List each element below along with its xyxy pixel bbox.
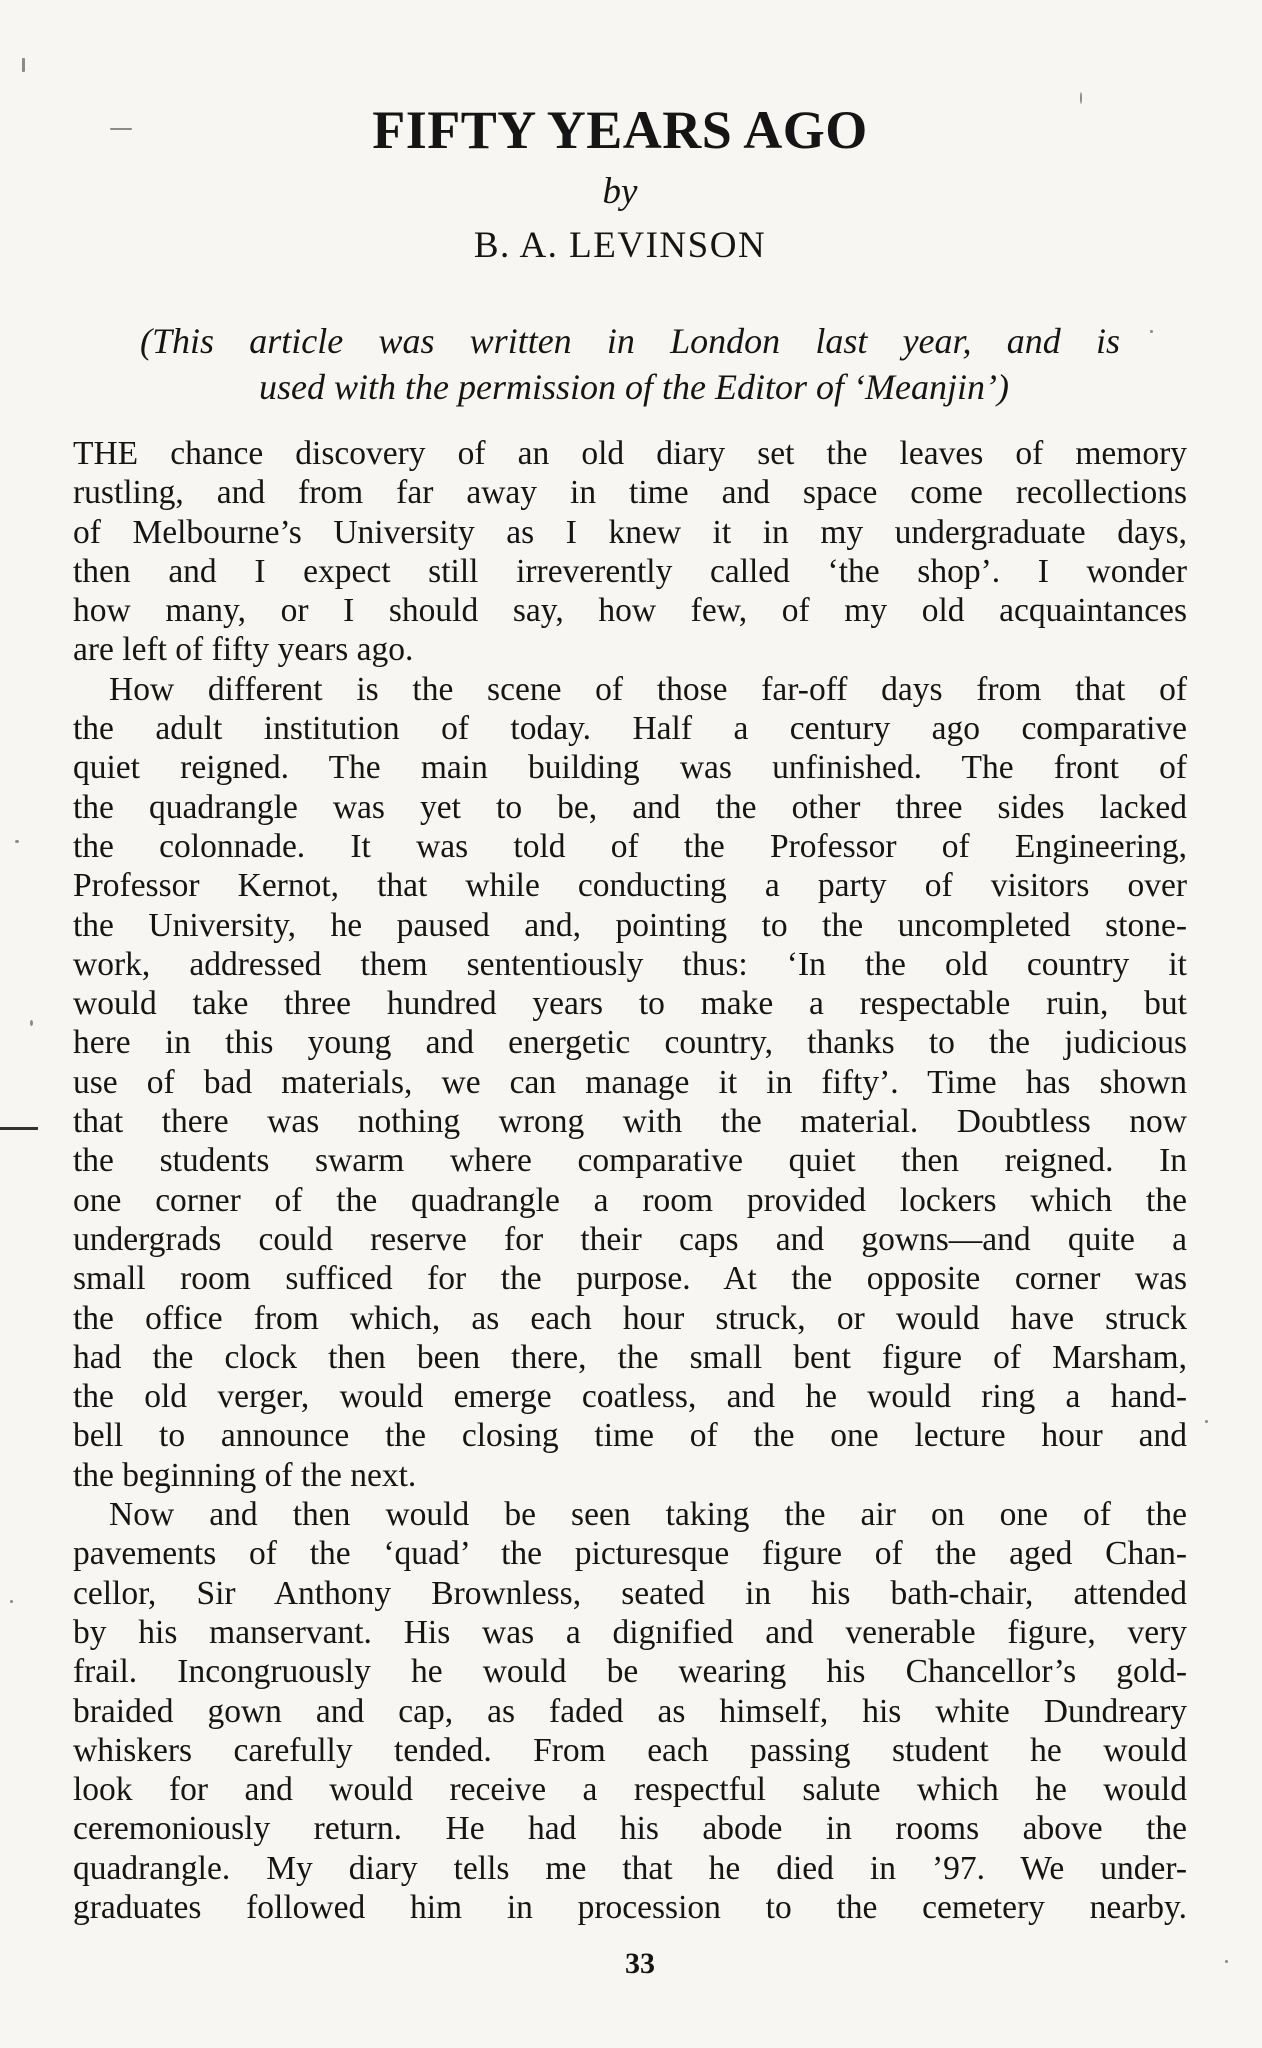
text-line: the adult institution of today. Half a century ago comparative (73, 710, 1187, 748)
text-line: ceremoniously return. He had his abode in rooms above the (73, 1810, 1187, 1848)
byline-by: by (602, 171, 638, 212)
scan-speck (10, 1600, 13, 1603)
page-number: 33 (625, 1947, 655, 1980)
text-line: the quadrangle was yet to be, and the other three sides lacked (73, 788, 1187, 826)
paragraph-2 (73, 670, 1187, 1495)
text-line: Professor Kernot, that while conducting a party of visitors over (73, 867, 1187, 905)
text-line: pavements of the ‘quad’ the picturesque figure of the aged Chan- (73, 1535, 1187, 1573)
scan-speck (110, 128, 132, 130)
scan-speck (1080, 92, 1082, 104)
text-line: are left of fifty years ago. (73, 631, 414, 669)
text-line: the office from which, as each hour struck, or would have struck (73, 1299, 1187, 1337)
margin-mark (0, 1127, 38, 1130)
text-line: THE chance discovery of an old diary set the leaves of memory (73, 435, 1187, 472)
text-line: graduates followed him in procession to the cemetery nearby. (73, 1888, 1187, 1926)
text-line: bell to announce the closing time of the one lecture hour and (73, 1417, 1187, 1455)
text-line: by his manservant. His was a dignified and venerable figure, very (73, 1613, 1187, 1651)
text-line: undergrads could reserve for their caps and gowns—and quite a (73, 1220, 1187, 1258)
text-line: the colonnade. It was told of the Professor of Engineering, (73, 827, 1187, 865)
scan-speck (1150, 330, 1153, 333)
text-line: one corner of the quadrangle a room provided lockers which the (73, 1181, 1187, 1219)
article-title: FIFTY YEARS AGO (372, 100, 868, 160)
scan-speck (22, 58, 25, 72)
scan-speck (1225, 1960, 1228, 1963)
text-line: the University, he paused and, pointing to the uncompleted stone- (73, 906, 1187, 944)
article-body (73, 434, 1187, 1927)
text-line: braided gown and cap, as faded as himself, his white Dundreary (73, 1692, 1187, 1730)
text-line: of Melbourne’s University as I knew it in my undergraduate days, (73, 513, 1187, 551)
text-line: here in this young and energetic country, thanks to the judicious (73, 1024, 1187, 1062)
text-line: rustling, and from far away in time and space come recollections (73, 474, 1187, 512)
editor-note-line: (This article was written in London last year, and is (140, 321, 1120, 361)
text-line: cellor, Sir Anthony Brownless, seated in his bath-chair, attended (73, 1574, 1187, 1612)
text-line: the beginning of the next. (73, 1456, 417, 1494)
text-line: How different is the scene of those far-off days from that of (109, 670, 1187, 708)
text-line: whiskers carefully tended. From each passing student he would (73, 1731, 1187, 1769)
text-line: had the clock then been there, the small bent figure of Marsham, (73, 1338, 1187, 1376)
text-line: quadrangle. My diary tells me that he died in ’97. We under- (73, 1849, 1187, 1887)
text-line: the students swarm where comparative quiet then reigned. In (73, 1142, 1187, 1180)
scan-speck (30, 1020, 33, 1026)
text-line: then and I expect still irreverently called ‘the shop’. I wonder (73, 552, 1187, 590)
text-line: how many, or I should say, how few, of my old acquaintances (73, 592, 1187, 630)
text-line: frail. Incongruously he would be wearing his Chancellor’s gold- (73, 1653, 1187, 1691)
editor-note (140, 318, 1120, 410)
paragraph-1 (73, 434, 1187, 670)
text-line: use of bad materials, we can manage it in fifty’. Time has shown (73, 1063, 1187, 1101)
text-line: that there was nothing wrong with the material. Doubtless now (73, 1103, 1187, 1141)
paragraph-3 (73, 1495, 1187, 1927)
text-line: Now and then would be seen taking the air on one of the (109, 1496, 1187, 1534)
text-line: small room sufficed for the purpose. At the opposite corner was (73, 1260, 1187, 1298)
editor-note-line: used with the permission of the Editor of ‘Meanjin’) (259, 367, 1009, 407)
text-line: quiet reigned. The main building was unfinished. The front of (73, 749, 1187, 787)
scan-speck (15, 840, 19, 843)
text-line: would take three hundred years to make a respectable ruin, but (73, 985, 1187, 1023)
text-line: the old verger, would emerge coatless, and he would ring a hand- (73, 1378, 1187, 1416)
text-line: look for and would receive a respectful salute which he would (73, 1771, 1187, 1809)
scan-speck (1205, 1420, 1208, 1423)
text-line: work, addressed them sententiously thus: ‘In the old country it (73, 945, 1187, 983)
byline-author: B. A. LEVINSON (473, 225, 767, 266)
